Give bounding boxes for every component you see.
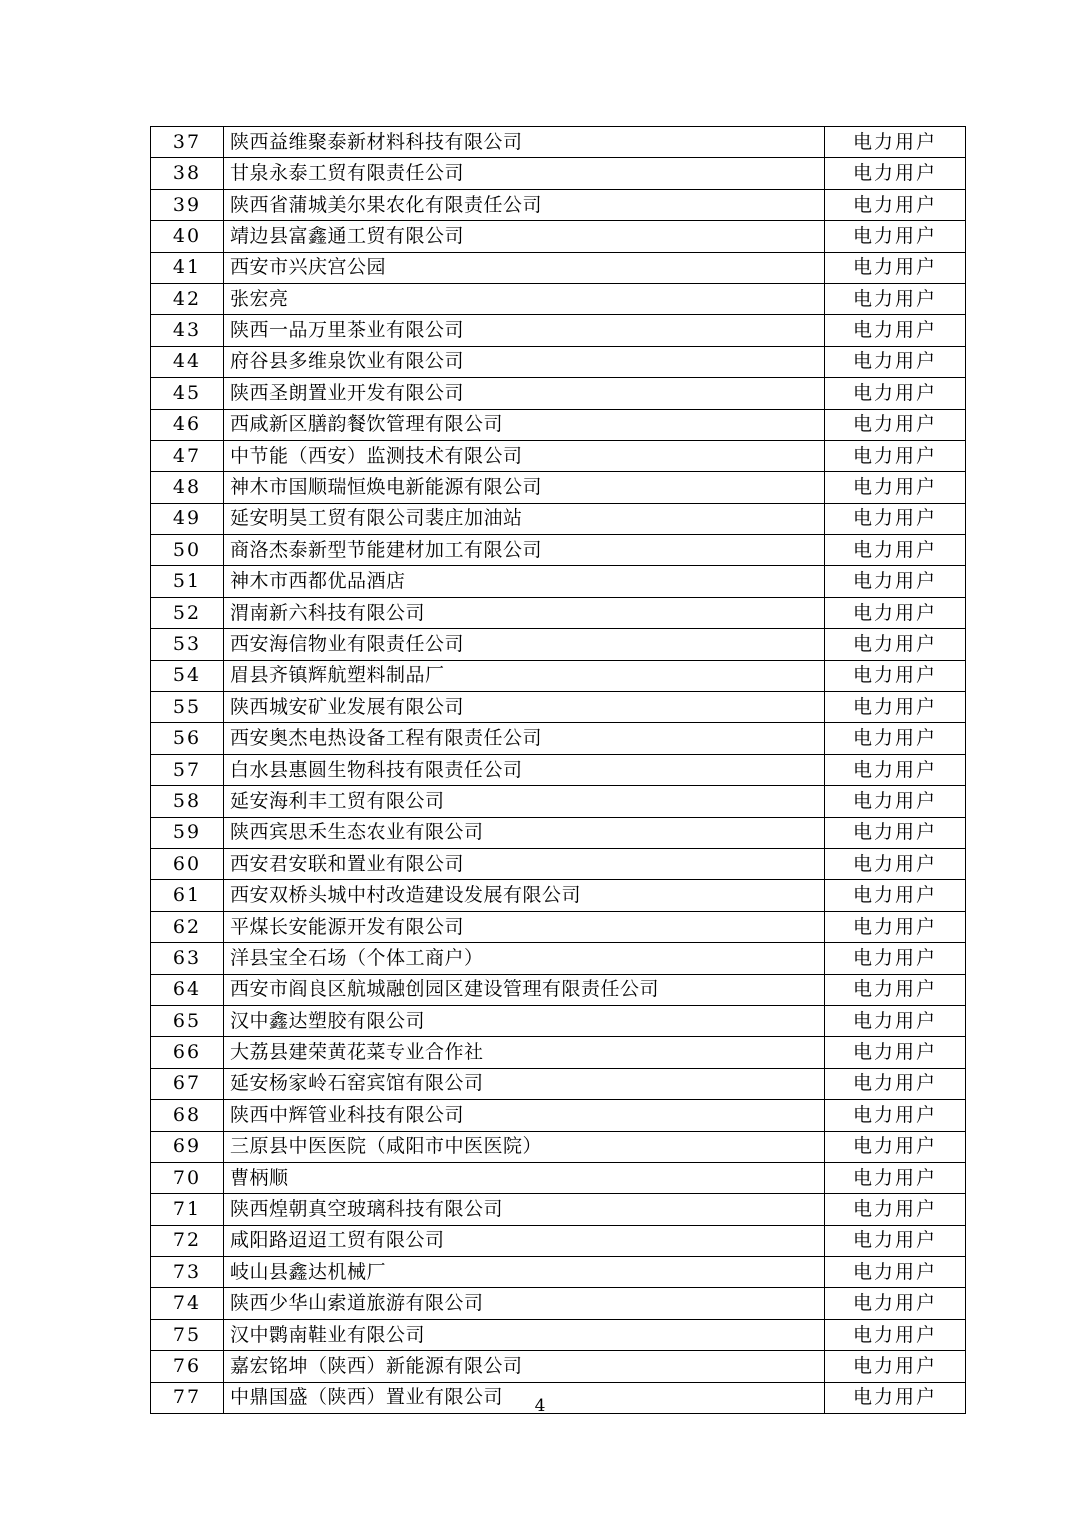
row-entity-type: 电力用户 [825,911,966,942]
row-entity-type: 电力用户 [825,283,966,314]
row-entity-type: 电力用户 [825,1257,966,1288]
table-row [151,221,966,252]
table-row [151,1225,966,1256]
row-entity-type: 电力用户 [825,1162,966,1193]
table-row [151,409,966,440]
table-row [151,440,966,471]
row-entity-name: 陕西城安矿业发展有限公司 [224,692,825,723]
row-entity-type: 电力用户 [825,1382,966,1413]
row-entity-type: 电力用户 [825,692,966,723]
row-index: 47 [151,440,224,471]
row-entity-type: 电力用户 [825,409,966,440]
table-row [151,1131,966,1162]
row-index: 63 [151,943,224,974]
row-entity-name: 西安市阎良区航城融创园区建设管理有限责任公司 [224,974,825,1005]
row-entity-name: 西安双桥头城中村改造建设发展有限公司 [224,880,825,911]
row-index: 57 [151,754,224,785]
row-entity-type: 电力用户 [825,660,966,691]
row-entity-name: 咸阳路迢迢工贸有限公司 [224,1225,825,1256]
row-entity-type: 电力用户 [825,127,966,158]
row-index: 60 [151,848,224,879]
row-entity-type: 电力用户 [825,189,966,220]
row-index: 77 [151,1382,224,1413]
row-entity-name: 西安君安联和置业有限公司 [224,848,825,879]
row-entity-type: 电力用户 [825,880,966,911]
table-row [151,189,966,220]
row-index: 64 [151,974,224,1005]
row-entity-name: 大荔县建荣黄花菜专业合作社 [224,1037,825,1068]
row-index: 70 [151,1162,224,1193]
row-index: 44 [151,346,224,377]
table-row [151,315,966,346]
table-row [151,535,966,566]
page-number: 4 [534,1396,546,1416]
row-entity-type: 电力用户 [825,1131,966,1162]
row-index: 76 [151,1351,224,1382]
table-row [151,1319,966,1350]
row-entity-type: 电力用户 [825,1068,966,1099]
row-entity-name: 陕西圣朗置业开发有限公司 [224,378,825,409]
table-row [151,503,966,534]
row-index: 73 [151,1257,224,1288]
table-row [151,1005,966,1036]
row-entity-name: 延安海利丰工贸有限公司 [224,786,825,817]
row-entity-name: 陕西少华山索道旅游有限公司 [224,1288,825,1319]
table-body [151,127,966,1414]
row-entity-name: 延安明昊工贸有限公司裴庄加油站 [224,503,825,534]
row-index: 55 [151,692,224,723]
row-entity-type: 电力用户 [825,754,966,785]
row-index: 52 [151,597,224,628]
row-index: 59 [151,817,224,848]
row-index: 49 [151,503,224,534]
table-row [151,723,966,754]
row-entity-type: 电力用户 [825,1319,966,1350]
row-entity-type: 电力用户 [825,378,966,409]
table-row [151,472,966,503]
row-entity-name: 甘泉永泰工贸有限责任公司 [224,158,825,189]
table-row [151,817,966,848]
row-entity-type: 电力用户 [825,252,966,283]
row-entity-type: 电力用户 [825,943,966,974]
row-index: 41 [151,252,224,283]
row-entity-type: 电力用户 [825,158,966,189]
row-index: 39 [151,189,224,220]
table-row [151,943,966,974]
row-entity-type: 电力用户 [825,848,966,879]
table-row [151,1288,966,1319]
row-entity-name: 嘉宏铭坤（陕西）新能源有限公司 [224,1351,825,1382]
table-row [151,880,966,911]
row-entity-name: 中节能（西安）监测技术有限公司 [224,440,825,471]
row-entity-name: 渭南新六科技有限公司 [224,597,825,628]
row-entity-name: 张宏亮 [224,283,825,314]
row-entity-type: 电力用户 [825,597,966,628]
table-row [151,974,966,1005]
row-entity-type: 电力用户 [825,566,966,597]
row-index: 58 [151,786,224,817]
row-index: 45 [151,378,224,409]
row-entity-name: 曹柄顺 [224,1162,825,1193]
row-entity-name: 陕西中辉管业科技有限公司 [224,1100,825,1131]
row-entity-type: 电力用户 [825,440,966,471]
row-entity-name: 神木市国顺瑞恒焕电新能源有限公司 [224,472,825,503]
table-row [151,629,966,660]
row-index: 40 [151,221,224,252]
row-index: 42 [151,283,224,314]
row-entity-type: 电力用户 [825,974,966,1005]
row-entity-name: 西安海信物业有限责任公司 [224,629,825,660]
row-index: 46 [151,409,224,440]
row-index: 65 [151,1005,224,1036]
row-index: 75 [151,1319,224,1350]
row-entity-type: 电力用户 [825,817,966,848]
table-row [151,1257,966,1288]
table-row [151,252,966,283]
row-entity-type: 电力用户 [825,1194,966,1225]
table-row [151,346,966,377]
row-entity-name: 陕西益维聚泰新材料科技有限公司 [224,127,825,158]
row-index: 72 [151,1225,224,1256]
row-entity-name: 西咸新区膳韵餐饮管理有限公司 [224,409,825,440]
table-row [151,1162,966,1193]
table-row [151,566,966,597]
table-row [151,1194,966,1225]
row-entity-name: 眉县齐镇辉航塑料制品厂 [224,660,825,691]
row-entity-name: 中鼎国盛（陕西）置业有限公司 [224,1382,825,1413]
row-index: 69 [151,1131,224,1162]
row-index: 68 [151,1100,224,1131]
row-entity-name: 府谷县多维泉饮业有限公司 [224,346,825,377]
table-row [151,1037,966,1068]
row-index: 48 [151,472,224,503]
row-entity-type: 电力用户 [825,629,966,660]
row-entity-name: 神木市西都优品酒店 [224,566,825,597]
row-entity-type: 电力用户 [825,535,966,566]
row-index: 66 [151,1037,224,1068]
row-index: 61 [151,880,224,911]
row-entity-type: 电力用户 [825,346,966,377]
table-row [151,754,966,785]
row-entity-name: 靖边县富鑫通工贸有限公司 [224,221,825,252]
row-index: 54 [151,660,224,691]
row-index: 56 [151,723,224,754]
table-row [151,1100,966,1131]
row-entity-type: 电力用户 [825,723,966,754]
row-index: 43 [151,315,224,346]
row-entity-type: 电力用户 [825,221,966,252]
row-entity-name: 西安奥杰电热设备工程有限责任公司 [224,723,825,754]
row-index: 50 [151,535,224,566]
row-index: 53 [151,629,224,660]
row-entity-name: 岐山县鑫达机械厂 [224,1257,825,1288]
row-entity-name: 陕西省蒲城美尔果农化有限责任公司 [224,189,825,220]
entity-list-table [150,126,966,1414]
table-row [151,597,966,628]
table-row [151,283,966,314]
row-index: 38 [151,158,224,189]
table-row [151,692,966,723]
table-row [151,1068,966,1099]
row-entity-name: 陕西一品万里茶业有限公司 [224,315,825,346]
row-index: 71 [151,1194,224,1225]
row-entity-name: 西安市兴庆宫公园 [224,252,825,283]
table-row [151,158,966,189]
row-entity-name: 汉中鹮南鞋业有限公司 [224,1319,825,1350]
row-entity-type: 电力用户 [825,1005,966,1036]
row-entity-name: 三原县中医医院（咸阳市中医医院） [224,1131,825,1162]
row-entity-name: 平煤长安能源开发有限公司 [224,911,825,942]
row-entity-type: 电力用户 [825,786,966,817]
table-row [151,378,966,409]
row-entity-type: 电力用户 [825,503,966,534]
row-index: 37 [151,127,224,158]
row-entity-name: 商洛杰泰新型节能建材加工有限公司 [224,535,825,566]
row-entity-name: 白水县惠圆生物科技有限责任公司 [224,754,825,785]
table-row [151,127,966,158]
row-entity-name: 陕西煌朝真空玻璃科技有限公司 [224,1194,825,1225]
row-entity-type: 电力用户 [825,1351,966,1382]
row-entity-name: 延安杨家岭石窑宾馆有限公司 [224,1068,825,1099]
row-entity-type: 电力用户 [825,1100,966,1131]
row-index: 67 [151,1068,224,1099]
row-entity-type: 电力用户 [825,1225,966,1256]
row-entity-name: 洋县宝全石场（个体工商户） [224,943,825,974]
row-entity-type: 电力用户 [825,1037,966,1068]
table-row [151,848,966,879]
row-index: 62 [151,911,224,942]
table-row [151,786,966,817]
row-entity-type: 电力用户 [825,1288,966,1319]
table-row [151,1351,966,1382]
row-entity-type: 电力用户 [825,315,966,346]
row-index: 51 [151,566,224,597]
row-entity-name: 汉中鑫达塑胶有限公司 [224,1005,825,1036]
row-entity-type: 电力用户 [825,472,966,503]
row-entity-name: 陕西宾思禾生态农业有限公司 [224,817,825,848]
table-row [151,660,966,691]
table-row [151,911,966,942]
row-index: 74 [151,1288,224,1319]
